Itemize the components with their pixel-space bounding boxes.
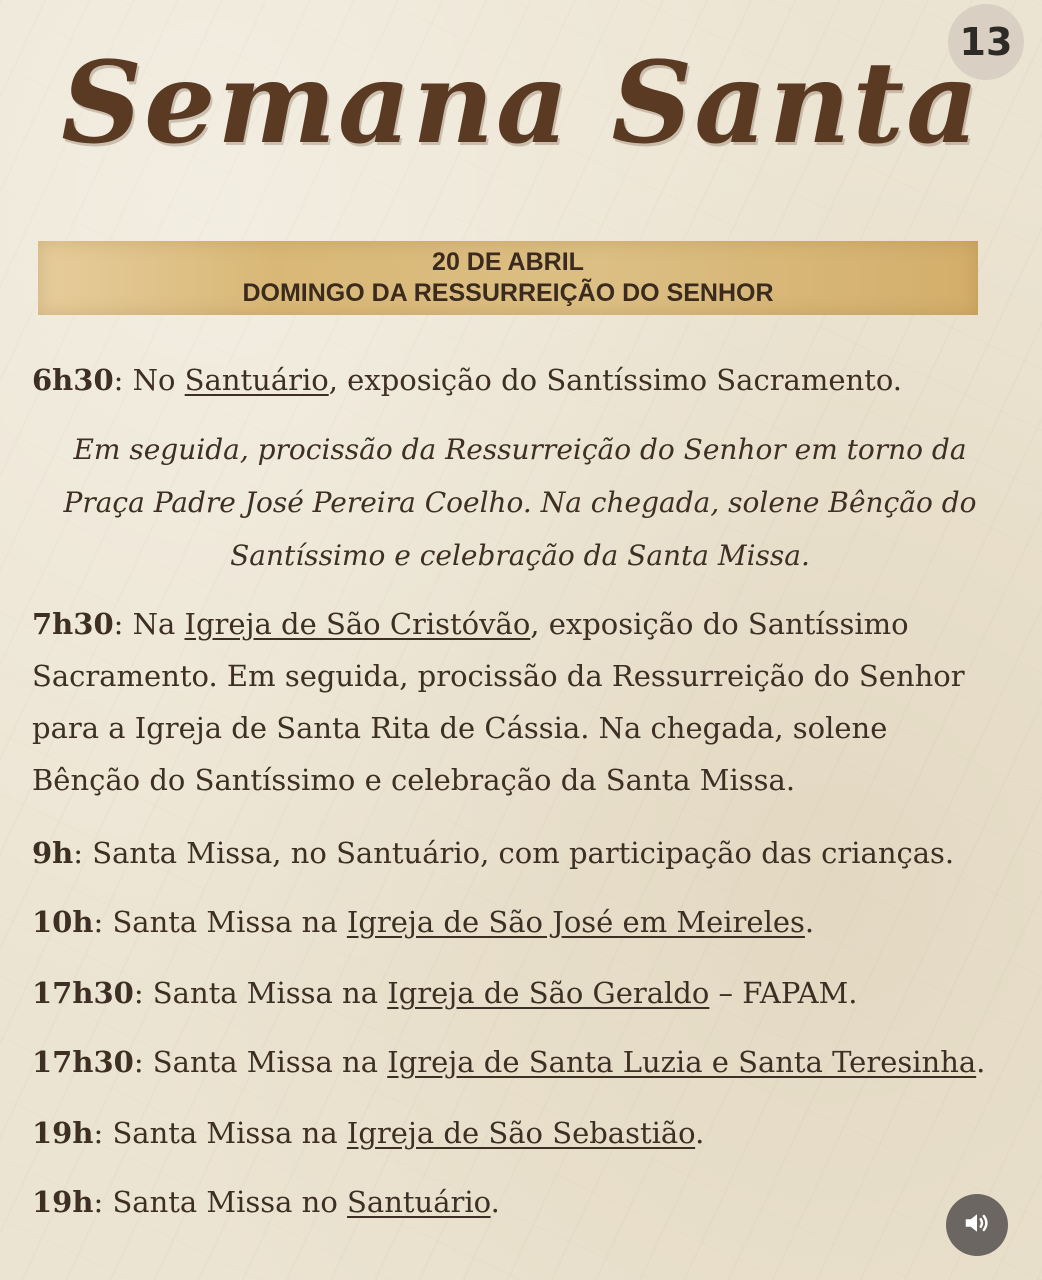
schedule-item [32,1107,992,1159]
schedule-text: . [490,1185,500,1219]
schedule-item [32,827,992,879]
schedule-time: 17h30 [32,1045,134,1079]
location-link[interactable]: Santuário [184,363,329,397]
schedule-text: : Santa Missa na [133,976,388,1010]
schedule-text: : Santa Missa no [93,1185,348,1219]
page-number: 13 [959,20,1013,64]
schedule-text: – FAPAM. [709,976,858,1010]
schedule-item [32,354,992,406]
schedule-text: , exposição do Santíssimo Sacramento. Em seguida, procissão da Ressurreição do Senhor para a Igreja de Santa Rita de Cássia. Na chegada, solene Bênção do Santíssimo e celebração da Santa Missa. [32,607,965,797]
speaker-icon [962,1208,992,1242]
schedule-time: 9h [32,836,74,870]
banner-feast-name: DOMINGO DA RESSURREIÇÃO DO SENHOR [242,279,774,307]
schedule-text: : Santa Missa, no Santuário, com participação das crianças. [73,836,955,870]
location-link[interactable]: Igreja de Santa Luzia e Santa Teresinha [387,1045,977,1079]
schedule-text: : Na [113,607,185,641]
schedule-text: : Santa Missa na [93,905,347,939]
sound-toggle-button[interactable] [946,1194,1008,1256]
schedule-item [32,1176,992,1228]
schedule-text: : Santa Missa na [133,1045,388,1079]
banner-date: 20 DE ABRIL [432,248,584,276]
schedule-item [32,896,992,948]
date-banner [38,241,978,315]
schedule-time: 19h [32,1116,94,1150]
location-link[interactable]: Igreja de São Cristóvão [184,607,531,641]
page-title: Semana Santa [61,38,981,169]
schedule-time: 19h [32,1185,94,1219]
schedule-time: 6h30 [32,363,114,397]
schedule-item [32,967,992,1019]
schedule-item [32,598,992,806]
schedule-note: Em seguida, procissão da Ressurreição do Senhor em torno da Praça Padre José Pereira Coelho. Na chegada, solene Bênção do Santíssimo e celebração da Santa Missa. [63,433,977,572]
location-link[interactable]: Igreja de São Geraldo [387,976,710,1010]
schedule-text: : Santa Missa na [93,1116,347,1150]
location-link[interactable]: Santuário [347,1185,491,1219]
schedule-time: 7h30 [32,607,114,641]
schedule-text: : No [113,363,185,397]
schedule-text: , exposição do Santíssimo Sacramento. [328,363,903,397]
location-link[interactable]: Igreja de São Sebastião [346,1116,696,1150]
schedule-text: . [695,1116,705,1150]
schedule-time: 17h30 [32,976,134,1010]
schedule-text: . [804,905,815,939]
schedule-text: . [976,1045,986,1079]
schedule-item [32,1036,992,1088]
schedule-time: 10h [32,905,94,939]
location-link[interactable]: Igreja de São José em Meireles [346,905,805,939]
